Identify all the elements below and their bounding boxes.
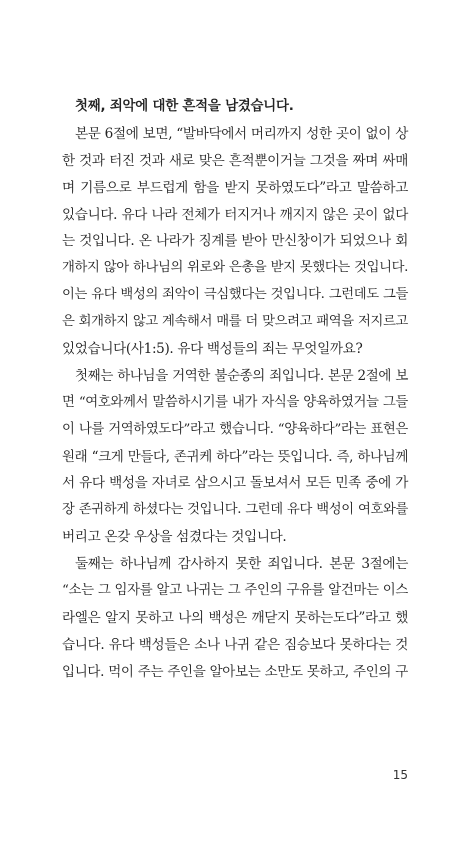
text-line: 있습니다. 유다 나라 전체가 터지거나 깨지지 않은 곳이 없다 [62,206,408,223]
text-line: “소는 그 임자를 알고 나귀는 그 주인의 구유를 알건마는 이스 [62,583,408,599]
section-heading [62,94,408,121]
text-line: 이 나를 거역하였도다”라고 했습니다. “양육하다”라는 표현은 [62,421,408,437]
text-line: 면 “여호와께서 말씀하시기를 내가 자식을 양육하였거늘 그들 [62,394,408,410]
text-line: 원래 “크게 만들다, 존귀케 하다”라는 뜻입니다. 즉, 하나님께 [62,448,408,465]
paragraph-2 [62,363,408,551]
paragraph-1 [62,121,408,363]
text-line: 라엘은 알지 못하고 나의 백성은 깨닫지 못하는도다”라고 했 [62,609,408,626]
text-line: 한 것과 터진 것과 새로 맞은 흔적뿐이거늘 그것을 짜며 싸매 [62,152,408,169]
text-line: 장 존귀하게 하셨다는 것입니다. 그런데 유다 백성이 여호와를 [62,502,408,518]
text-line: 이는 유다 백성의 죄악이 극심했다는 것입니다. 그런데도 그들 [62,287,408,303]
text-line: 습니다. 유다 백성들은 소나 나귀 같은 짐승보다 못하다는 것 [62,636,408,653]
text-line: 는 것입니다. 온 나라가 징계를 받아 만신창이가 되었으나 회 [62,233,408,250]
text-line: 본문 6절에 보면, “발바닥에서 머리까지 성한 곳이 없이 상 [75,125,408,142]
text-line: 서 유다 백성을 자녀로 삼으시고 돌보셔서 모든 민족 중에 가 [62,475,408,492]
text-line: 은 회개하지 않고 계속해서 매를 더 맞으려고 패역을 저지르고 [62,314,408,330]
text-line: 입니다. 먹이 주는 주인을 알아보는 소만도 못하고, 주인의 구 [62,663,408,680]
heading-line: 첫째, 죄악에 대한 흔적을 남겼습니다. [75,99,294,114]
text-line: 며 기름으로 부드럽게 함을 받지 못하였도다”라고 말씀하고 [62,179,408,196]
text-line: 개하지 않아 하나님의 위로와 은총을 받지 못했다는 것입니다. [62,260,408,276]
text-line: 있었습니다(사1:5). 유다 백성들의 죄는 무엇일까요? [62,341,363,358]
paragraph-3 [62,551,408,685]
body-text [62,94,408,686]
text-line: 첫째는 하나님을 거역한 불순종의 죄입니다. 본문 2절에 보 [75,367,408,384]
page-number: 15 [392,768,408,782]
text-line: 둘째는 하나님께 감사하지 못한 죄입니다. 본문 3절에는 [75,556,408,573]
text-line: 버리고 온갖 우상을 섬겼다는 것입니다. [62,529,287,546]
